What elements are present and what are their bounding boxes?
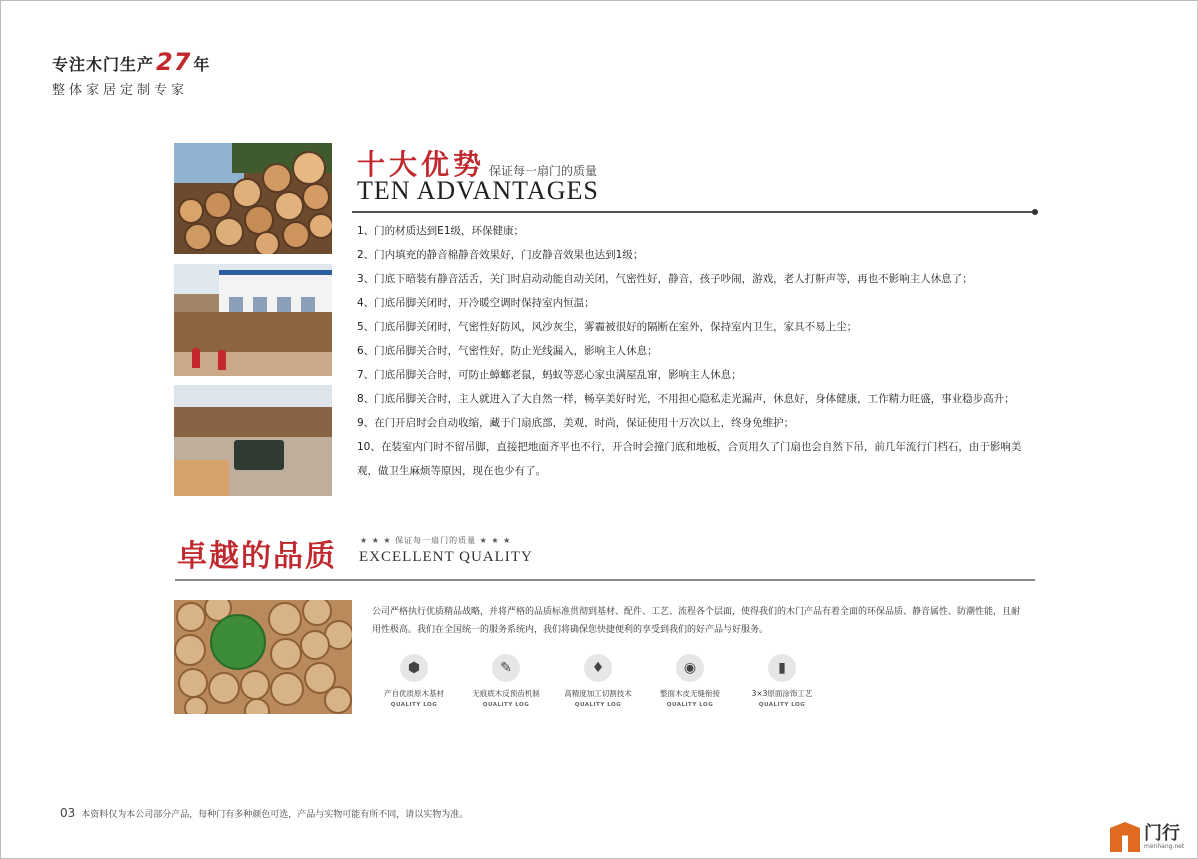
advantage-item: 1、门的材质达到E1级，环保健康；: [357, 225, 524, 237]
paint-roller-icon: ▮: [768, 654, 796, 682]
page-footer: [60, 806, 468, 820]
brand-slogan: [52, 48, 211, 76]
veneer-icon: ◉: [676, 654, 704, 682]
advantages-list: [357, 219, 1042, 483]
feature-item: [366, 654, 462, 708]
page-number: 03: [60, 806, 76, 820]
advantage-item: 2、门内填充的静音棉静音效果好，门皮静音效果也达到1级；: [357, 249, 644, 261]
advantages-title-en: TEN ADVANTAGES: [357, 176, 599, 205]
quality-features: [366, 654, 826, 708]
quality-stars-subtitle: ★ ★ ★ 保证每一扇门的质量 ★ ★ ★: [360, 536, 512, 545]
log-ends-photo: [174, 600, 352, 714]
feature-item: [550, 654, 646, 708]
machine-icon: ✎: [492, 654, 520, 682]
menhang-logo-icon: [1110, 822, 1140, 852]
advantage-item: 5、门底吊脚关闭时，气密性好防风，风沙灰尘，雾霾被很好的隔断在室外，保持室内卫生，家具不易上尘；: [357, 321, 858, 333]
brand-years: 27: [156, 48, 192, 76]
quality-divider: [175, 579, 1035, 581]
feature-label: 整面木皮无缝衔接: [660, 689, 720, 698]
advantage-item: 6、门底吊脚关合时，气密性好，防止光线漏入，影响主人休息；: [357, 345, 658, 357]
advantage-item: 7、门底吊脚关合时，可防止蟑螂老鼠，蚂蚁等恶心家虫满屋乱窜，影响主人休息；: [357, 369, 742, 381]
brand-slogan-suffix: 年: [193, 55, 211, 74]
advantage-item: 9、在门开启时会自动收缩，藏于门扇底部，美观，时尚，保证使用十万次以上，终身免维护；: [357, 417, 795, 429]
advantages-divider: [352, 211, 1035, 213]
brand-tagline: 整体家居定制专家: [52, 83, 189, 98]
advantages-title: 十大优势: [357, 148, 486, 181]
feature-tag: QUALITY LOG: [574, 702, 622, 708]
watermark: [1110, 822, 1184, 852]
feature-item: [734, 654, 830, 708]
factory-photo: [174, 264, 332, 376]
feature-tag: QUALITY LOG: [758, 702, 806, 708]
forklift-photo: [174, 385, 332, 496]
feature-label: 高精度加工切割技术: [564, 689, 632, 698]
feature-label: 无痕底木反预齿机制: [472, 689, 540, 698]
brand-header: [52, 48, 211, 98]
watermark-name: 门行: [1144, 822, 1180, 844]
quality-description: 公司严格执行优质精品战略，并将严格的品质标准贯彻到基材、配件、工艺、流程各个层面，使得我们的木门产品有着全面的环保品质、静音属性、防潮性能，且耐用性极高。我们在全国统一的服务系统内，我们将确保您快捷便利的享受到我们的好产品与好服务。: [372, 607, 1021, 635]
quality-title-en: EXCELLENT QUALITY: [359, 549, 533, 565]
feature-tag: QUALITY LOG: [666, 702, 714, 708]
log-icon: ⬢: [400, 654, 428, 682]
advantage-item: 4、门底吊脚关闭时，开冷暖空调时保持室内恒温；: [357, 297, 595, 309]
feature-item: [458, 654, 554, 708]
feature-item: [642, 654, 738, 708]
quality-title: 卓越的品质: [177, 539, 337, 574]
advantages-subtitle: 保证每一扇门的质量: [489, 164, 598, 178]
log-pile-photo: [174, 143, 332, 254]
feature-tag: QUALITY LOG: [482, 702, 530, 708]
advantage-item: 10、在装室内门时不留吊脚，直接把地面齐平也不行，开合时会撞门底和地板，合页用久了门扇也会自然下吊，前几年流行门档石，由于影响美观，做卫生麻烦等原因，现在也少有了。: [357, 441, 1022, 477]
watermark-url: menhang.net: [1144, 842, 1185, 850]
precision-icon: ♦: [584, 654, 612, 682]
footer-note: 本资料仅为本公司部分产品，每种门有多种颜色可选，产品与实物可能有所不同，请以实物为准。: [81, 810, 469, 820]
brand-slogan-prefix: 专注木门生产: [52, 55, 155, 74]
advantage-item: 3、门底下暗装有静音活舌，关门时启动动能自动关闭，气密性好，静音，孩子吵闹，游戏，老人打鼾声等，再也不影响主人休息了；: [357, 273, 973, 285]
feature-tag: QUALITY LOG: [390, 702, 438, 708]
feature-label: 产自优质原木基材: [384, 689, 444, 698]
advantage-item: 8、门底吊脚关合时，主人就进入了大自然一样，畅享美好时光，不用担心隐私走光漏声，休息好，身体健康，工作精力旺盛，事业稳步高升；: [357, 393, 1015, 405]
feature-label: 3×3原面涂饰工艺: [751, 689, 813, 698]
